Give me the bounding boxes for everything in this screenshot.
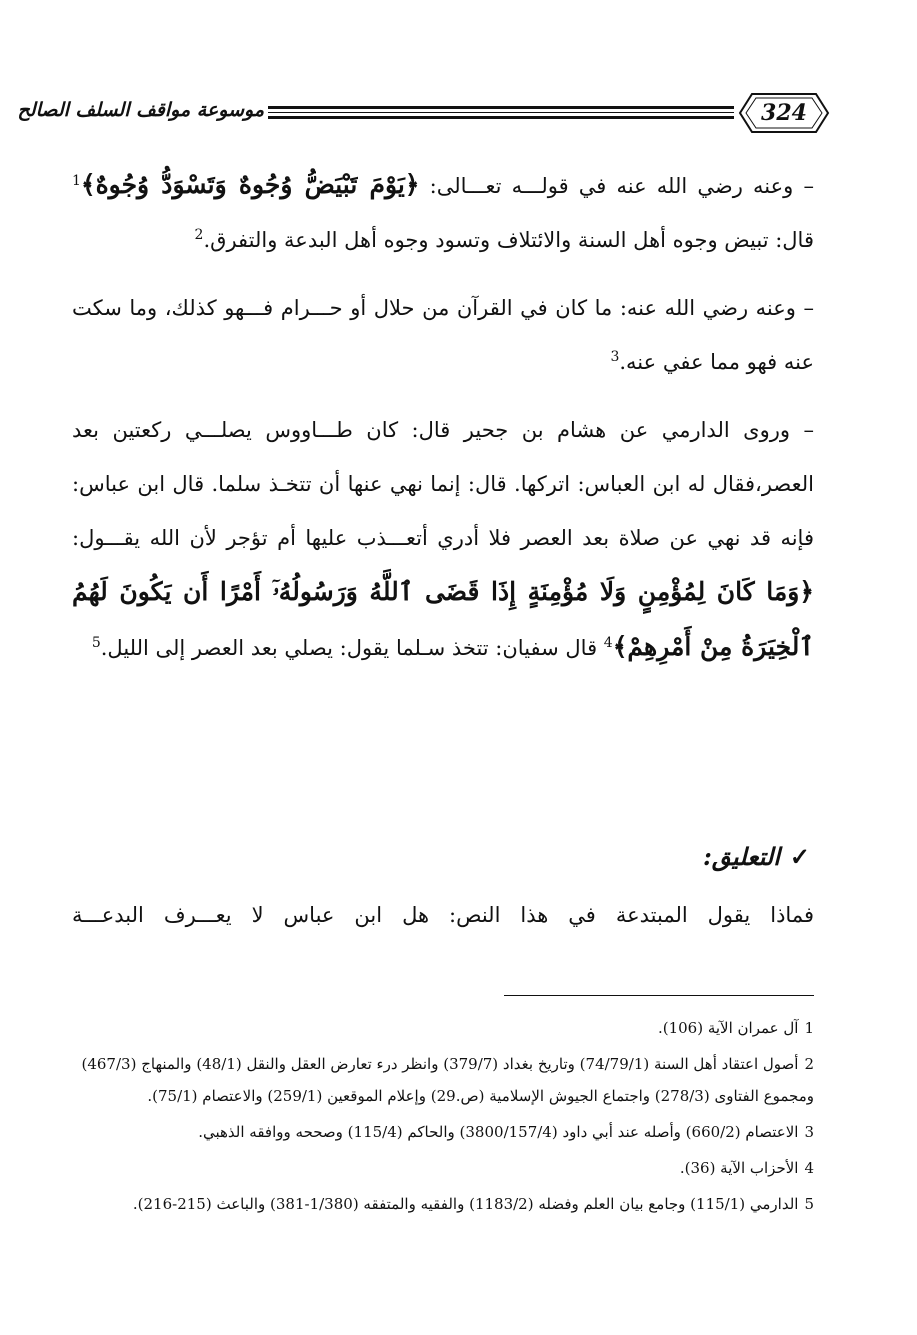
footnote-item bbox=[72, 1152, 814, 1184]
commentary-heading bbox=[560, 835, 810, 879]
footnote-item bbox=[72, 1188, 814, 1220]
quran-verse-2: ﴿وَمَا كَانَ لِمُؤْمِنٍ وَلَا مُؤْمِنَةٍ إِذَا قَضَى ٱللَّهُ وَرَسُولُهُۥٓ أَمْرًا أَن يَكُونَ لَهُمُ ٱلْخِيَرَةُ مِنْ أَمْرِهِمْ﴾ bbox=[72, 577, 814, 661]
commentary-text: فماذا يقول المبتدعة في هذا النص: هل ابن عباس لا يعـــرف البدعـــة bbox=[72, 903, 814, 927]
quran-verse-1: ﴿يَوْمَ تَبْيَضُّ وُجُوهٌ وَتَسْوَدُّ وُجُوهٌ﴾ bbox=[80, 170, 420, 199]
footnote-text: الدارمي (115/1) وجامع بيان العلم وفضله (1183/2) والفقيه والمتفقه (1/380-381) والباعث (215-216). bbox=[132, 1195, 799, 1213]
footnote-item bbox=[72, 1012, 814, 1044]
footnote-number: 5 bbox=[804, 1195, 814, 1213]
paragraph-3 bbox=[72, 403, 814, 675]
footnote-number: 1 bbox=[804, 1019, 814, 1037]
paragraph-2-text: – وعنه رضي الله عنه: ما كان في القرآن من حلال أو حـــرام فـــهو كذلك، وما سكت عنه فهو مما عفي عنه. bbox=[72, 296, 814, 374]
header-rule-thin bbox=[268, 112, 734, 113]
footnote-number: 3 bbox=[804, 1123, 814, 1141]
page-number: 324 bbox=[761, 100, 807, 126]
main-text bbox=[72, 158, 814, 689]
footnote-ref-3[interactable]: 3 bbox=[610, 349, 620, 365]
footnote-ref-5[interactable]: 5 bbox=[91, 635, 101, 651]
footnote-number: 2 bbox=[804, 1055, 814, 1073]
footnote-text: أصول اعتقاد أهل السنة (74/79/1) وتاريخ بغداد (379/7) وانظر درء تعارض العقل والنقل (48/1) والمنهاج (467/3) ومجموع الفتاوى (278/3) واجتماع الجيوش الإسلامية (ص.29) وإعلام الموقعين (259/1) والاعتصام (75/1). bbox=[81, 1055, 814, 1105]
footnote-text: الاعتصام (660/2) وأصله عند أبي داود (3800/157/4) والحاكم (115/4) وصححه ووافقه الذهبي. bbox=[198, 1123, 799, 1141]
header-rule-lower bbox=[268, 116, 734, 119]
page-header bbox=[17, 86, 830, 150]
header-rule bbox=[268, 106, 734, 109]
page-number-badge bbox=[738, 90, 830, 136]
footnote-text: الأحزاب الآية (36). bbox=[679, 1159, 799, 1177]
paragraph-3-tail: قال سفيان: تتخذ سـلما يقول: يصلي بعد العصر إلى الليل. bbox=[100, 636, 604, 660]
paragraph-3-text: – وروى الدارمي عن هشام بن جحير قال: كان طـــاووس يصلـــي ركعتين بعد العصر،فقال له ابن العباس: اتركها. قال: إنما نهي عنها أن تتخـذ سلما. قال ابن عباس: فإنه قد نهي عن صلاة بعد العصر فلا أدري أتعـــذب عليها أم تؤجر لأن الله يقـــول: bbox=[72, 418, 814, 550]
paragraph-1-lead: – وعنه رضي الله عنه في قولـــه تعـــالى: bbox=[419, 174, 814, 198]
footnote-ref-2[interactable]: 2 bbox=[194, 227, 204, 243]
check-icon: ✓ bbox=[789, 842, 810, 871]
paragraph-2 bbox=[72, 281, 814, 389]
footnote-number: 4 bbox=[804, 1159, 814, 1177]
footnotes bbox=[72, 1012, 814, 1224]
paragraph-1 bbox=[72, 158, 814, 267]
footnote-separator bbox=[504, 995, 814, 996]
footnote-item bbox=[72, 1116, 814, 1148]
footnote-ref-1[interactable]: 1 bbox=[72, 173, 81, 189]
series-title: موسوعة مواقف السلف الصالح bbox=[17, 99, 264, 121]
footnote-ref-4[interactable]: 4 bbox=[603, 635, 613, 651]
footnote-item bbox=[72, 1048, 814, 1112]
commentary-title: التعليق: bbox=[703, 842, 780, 871]
footnote-text: آل عمران الآية (106). bbox=[657, 1019, 799, 1037]
paragraph-1-body: قال: تبيض وجوه أهل السنة والائتلاف وتسود وجوه أهل البدعة والتفرق. bbox=[203, 228, 814, 252]
